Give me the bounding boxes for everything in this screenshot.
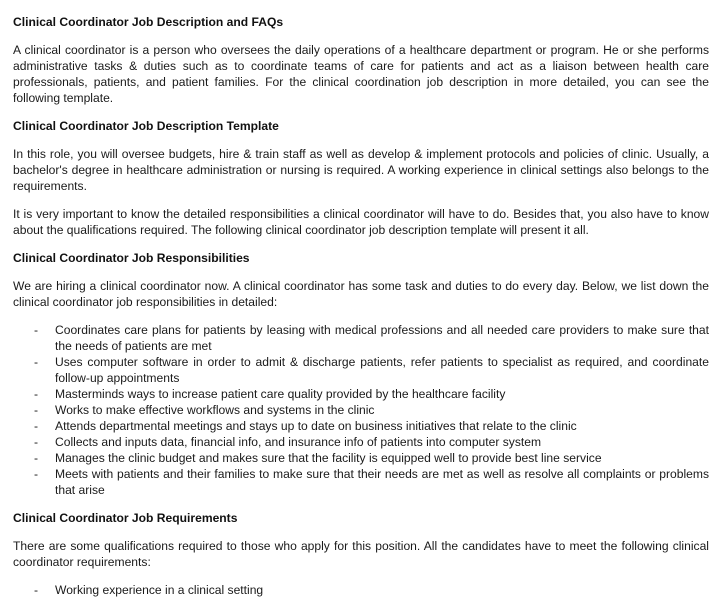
template-paragraph-2: It is very important to know the detailed responsibilities a clinical coordinator will have to do. Besides that, you also have to know about the qualifications required. The following clinical coordinator job description template will present it all. bbox=[13, 207, 709, 237]
list-item: - Uses computer software in order to admit & discharge patients, refer patients to specialist as required, and coordinate follow-up appointments bbox=[13, 354, 709, 386]
responsibilities-heading: Clinical Coordinator Job Responsibilities bbox=[13, 251, 250, 265]
list-item: - Attends departmental meetings and stays up to date on business initiatives that relate to the clinic bbox=[13, 418, 709, 434]
list-item: - Works to make effective workflows and systems in the clinic bbox=[13, 402, 709, 418]
document-title: Clinical Coordinator Job Description and FAQs bbox=[13, 15, 284, 29]
responsibilities-intro: We are hiring a clinical coordinator now. A clinical coordinator has some task and duties to do every day. Below, we list down the clinical coordinator job responsibilities in detailed: bbox=[13, 279, 709, 309]
list-item: - Manages the clinic budget and makes sure that the facility is equipped well to provide best line service bbox=[13, 450, 709, 466]
template-paragraph-1: In this role, you will oversee budgets, hire & train staff as well as develop & implement protocols and policies of clinic. Usually, a bachelor's degree in healthcare administration or nursing is required. A working experience in clinical settings also belongs to the requirements. bbox=[13, 147, 709, 193]
requirements-list bbox=[13, 582, 709, 597]
intro-paragraph: A clinical coordinator is a person who oversees the daily operations of a healthcare department or program. He or she performs administrative tasks & duties such as to coordinate teams of care for patients and act as a liaison between health care professionals, patients, and patient families. For the clinical coordination job description in more detailed, you can see the following template. bbox=[13, 43, 709, 105]
list-item: - Working experience in a clinical setting bbox=[13, 582, 709, 597]
responsibilities-list bbox=[13, 322, 709, 498]
list-item: - Coordinates care plans for patients by leasing with medical professions and all needed care providers to make sure that the needs of patients are met bbox=[13, 322, 709, 354]
template-heading: Clinical Coordinator Job Description Template bbox=[13, 119, 279, 133]
list-item: - Collects and inputs data, financial info, and insurance info of patients into computer system bbox=[13, 434, 709, 450]
list-item: - Meets with patients and their families to make sure that their needs are met as well as resolve all complaints or problems that arise bbox=[13, 466, 709, 498]
requirements-intro: There are some qualifications required to those who apply for this position. All the candidates have to meet the following clinical coordinator requirements: bbox=[13, 539, 709, 569]
list-item: - Masterminds ways to increase patient care quality provided by the healthcare facility bbox=[13, 386, 709, 402]
requirements-heading: Clinical Coordinator Job Requirements bbox=[13, 511, 238, 525]
